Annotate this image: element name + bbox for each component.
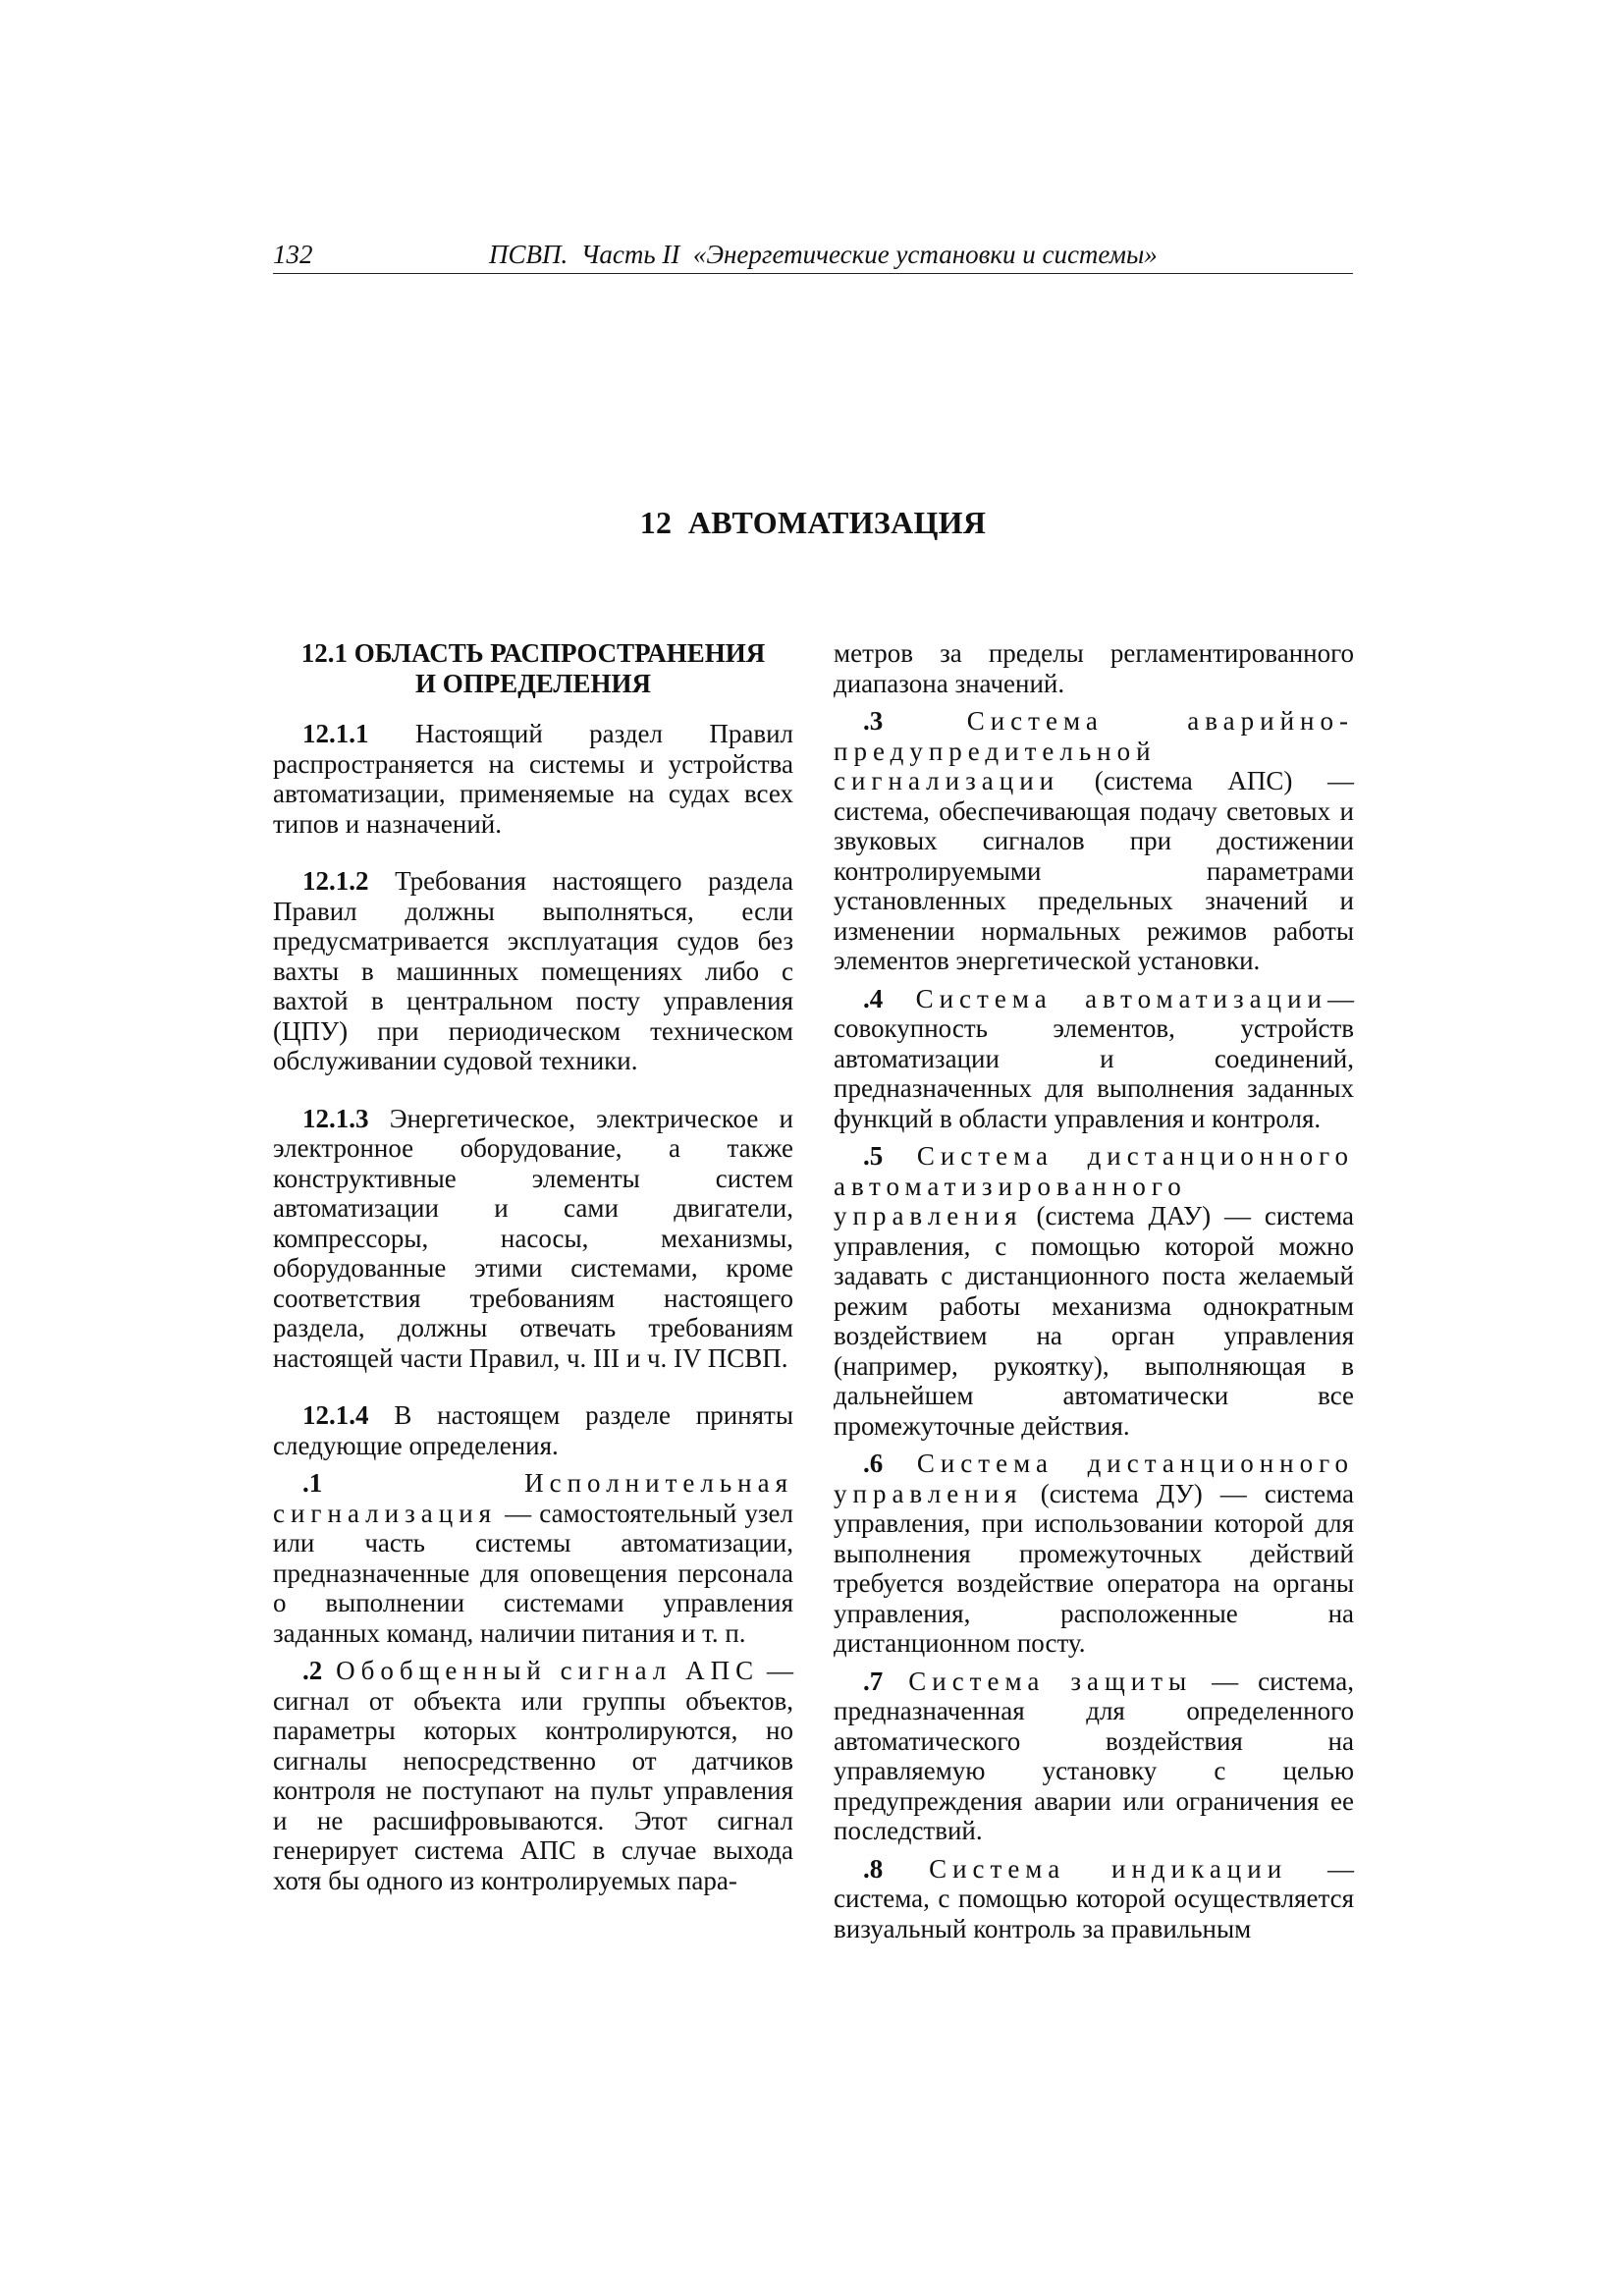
definition-term: Система дистанционного автоматизированного управления: [834, 1141, 1354, 1230]
definition-text: (система ДАУ) — система управления, с помощью которой можно задавать с дистанционного поста желаемый режим работы механизма однократным воздействием на орган управления (например, рукоятку), выполняющая в дальнейшем автоматически все промежуточные действия.: [834, 1201, 1354, 1441]
definition-text: (система ДУ) — система управления, при использовании которой для выполнения промежуточных действий требуется воздействие оператора на органы управления, расположенные на дистанционном посту.: [834, 1478, 1354, 1658]
definition-text: (система АПС) — система, обеспечивающая подачу световых и звуковых сигналов при достижении контролируемыми параметрами установленных предельных значений и изменении нормальных режимов работы элементов энергетической установки.: [834, 766, 1354, 975]
definition-number: .8: [863, 1853, 884, 1884]
section-title: [273, 638, 793, 699]
definition-8: [834, 1854, 1354, 1944]
paragraph-12-1-3: [273, 1104, 793, 1374]
chapter-title: 12 АВТОМАТИЗАЦИЯ: [639, 505, 987, 540]
section-title-line-1: 12.1 ОБЛАСТЬ РАСПРОСТРАНЕНИЯ: [300, 638, 766, 668]
definition-number: .3: [863, 706, 884, 736]
definition-term: Система защиты: [883, 1666, 1193, 1696]
definition-text: — система, с помощью которой осуществляется визуальный контроль за правильным: [834, 1853, 1354, 1943]
definition-text: — самостоятельный узел или часть системы автоматизации, предназначенные для оповещения персонала о выполнении системами управления заданных команд, наличии питания и т. п.: [273, 1498, 793, 1648]
definition-6: [834, 1449, 1354, 1659]
definition-term: Система автоматизации: [883, 983, 1327, 1013]
definition-term: Обобщенный сигнал АПС: [322, 1656, 760, 1685]
paragraph-number: 12.1.2: [302, 866, 369, 896]
paragraph-12-1-2: [273, 866, 793, 1076]
paragraph-text: В настоящем разделе приняты следующие определения.: [273, 1400, 793, 1460]
definition-number: .2: [302, 1656, 323, 1685]
definition-text: — сигнал от объекта или группы объектов, параметры которых контролируются, но сигналы непосредственно от датчиков контроля не поступают на пульт управления и не расшифровываются. Этот сигнал генерирует система АПС в случае выхода хотя бы одного из контролируемых пара-: [273, 1656, 793, 1895]
paragraph-number: 12.1.4: [302, 1400, 369, 1430]
continued-text: метров за пределы регламентированного диапазона значений.: [834, 638, 1354, 698]
definition-term: Система дистанционного управления: [834, 1449, 1354, 1508]
definition-4: [834, 984, 1354, 1134]
definition-term: Система аварийно-предупредительной сигнализации: [834, 706, 1354, 795]
paragraph-12-1-1: [273, 719, 793, 839]
running-header: [273, 240, 1353, 274]
definition-number: .6: [863, 1449, 884, 1478]
definition-text: — система, предназначенная для определенного автоматического воздействия на управляемую установку с целью предупреждения аварии или ограничения ее последствий.: [834, 1666, 1354, 1845]
definition-number: .5: [863, 1141, 884, 1171]
paragraph-12-1-4: [273, 1400, 793, 1460]
paragraph-number: 12.1.3: [302, 1103, 369, 1133]
paragraph-text: Настоящий раздел Правил распространяется на системы и устройства автоматизации, применяемые на судах всех типов и назначений.: [273, 719, 793, 839]
section-title-line-2: И ОПРЕДЕЛЕНИЯ: [414, 669, 652, 698]
paragraph-text: Требования настоящего раздела Правил должны выполняться, если предусматривается эксплуатация судов без вахты в машинных помещениях либо с вахтой в центральном посту управления (ЦПУ) при периодическом техническом обслуживании судовой техники.: [273, 866, 793, 1075]
paragraph-number: 12.1.1: [302, 719, 369, 748]
definition-number: .1: [302, 1468, 323, 1498]
definition-number: .4: [863, 983, 884, 1013]
definition-3: [834, 706, 1354, 976]
definition-number: .7: [863, 1666, 884, 1696]
definition-2: [273, 1656, 793, 1895]
header-title: ПСВП. Часть II «Энергетические установки и системы»: [489, 240, 1158, 269]
definition-5: [834, 1141, 1354, 1441]
definition-term: Исполнительная сигнализация: [273, 1468, 793, 1528]
left-column: [273, 638, 793, 1895]
definition-7: [834, 1667, 1354, 1846]
definition-1: [273, 1468, 793, 1648]
definition-text: — совокупность элементов, устройств автоматизации и соединений, предназначенных для выполнения заданных функций в области управления и контроля.: [834, 983, 1354, 1133]
definition-term: Система индикации: [883, 1853, 1288, 1884]
page-number: 132: [273, 240, 313, 269]
paragraph-text: Энергетическое, электрическое и электронное оборудование, а также конструктивные элементы систем автоматизации и сами двигатели, компрессоры, насосы, механизмы, оборудованные этими системами, кроме соответствия требованиям настоящего раздела, должны отвечать требованиям настоящей части Правил, ч. III и ч. IV ПСВП.: [273, 1103, 793, 1373]
right-column: [834, 638, 1354, 1943]
